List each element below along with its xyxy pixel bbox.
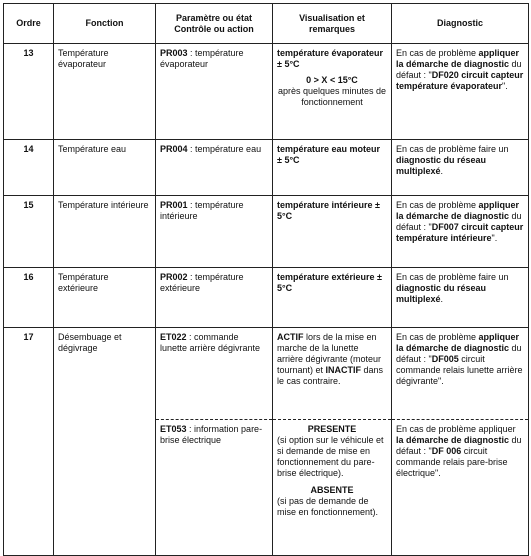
state-present: PRESENTE <box>307 424 357 434</box>
diagnostic-cell <box>392 140 529 196</box>
diag-text: En cas de problème faire un <box>396 272 509 282</box>
visu-value: température eau moteur ± 5°C <box>277 144 381 165</box>
diag-text: circuit commande relais lunette arrière dégivrante". <box>396 354 523 386</box>
diagnostic-table <box>3 3 529 556</box>
diag-text: En cas de problème <box>396 200 479 210</box>
parametre-cell <box>156 140 273 196</box>
parametre-cell <box>156 44 273 140</box>
ordre-cell: 13 <box>4 44 54 140</box>
state-active: ACTIF <box>277 332 304 342</box>
diagnostic-cell <box>392 328 529 420</box>
table-row-17a <box>4 328 529 420</box>
visu-note: après quelques minutes de fonctionnement <box>277 86 387 107</box>
visu-text: (si option sur le véhicule et si demande de mise en fonctionnement du pare-brise électrique). <box>277 435 384 478</box>
diag-action: diagnostic du réseau multiplexé <box>396 283 487 304</box>
diag-fault-code: DF007 circuit capteur température intérieure <box>396 222 524 243</box>
diagnostic-cell <box>392 268 529 328</box>
table-row-14 <box>4 140 529 196</box>
ordre-cell: 15 <box>4 196 54 268</box>
param-code: PR003 <box>160 48 188 58</box>
diag-text: du défaut : " <box>396 343 522 364</box>
state-inactive: INACTIF <box>325 365 362 375</box>
table-row-13 <box>4 44 529 140</box>
diag-fault-code: DF 006 <box>431 446 462 456</box>
visu-text: (si pas de demande de mise en fonctionnement). <box>277 496 379 517</box>
visu-text: lors de la mise en marche de la lunette arrière dégivrante (moteur tournant) et <box>277 332 382 375</box>
parametre-cell <box>156 420 273 556</box>
visu-text: dans le cas contraire. <box>277 365 384 386</box>
diag-fault-code: DF005 <box>431 354 459 364</box>
ordre-cell: 17 <box>4 328 54 556</box>
diag-text: du défaut : " <box>396 59 522 80</box>
diagnostic-cell <box>392 420 529 556</box>
diagnostic-cell <box>392 44 529 140</box>
visu-value: température extérieure ± 5°C <box>277 272 382 293</box>
fonction-cell: Désembuage et dégivrage <box>54 328 156 556</box>
param-text: : température extérieure <box>160 272 244 293</box>
header-ordre: Ordre <box>4 4 54 44</box>
diag-action: appliquer la démarche de diagnostic <box>396 200 520 221</box>
param-code: PR004 <box>160 144 188 154</box>
header-parametre: Paramètre ou état Contrôle ou action <box>156 4 273 44</box>
diag-text: circuit commande relais pare-brise électrique". <box>396 446 508 478</box>
param-text: : température évaporateur <box>160 48 244 69</box>
diag-text: ". <box>491 233 498 243</box>
diag-text: . <box>440 166 444 176</box>
diag-text: En cas de problème <box>396 48 479 58</box>
visualisation-cell <box>273 196 392 268</box>
param-code: PR001 <box>160 200 188 210</box>
visu-range: 0 > X < 15°C <box>306 75 358 85</box>
param-code: PR002 <box>160 272 188 282</box>
state-absent: ABSENTE <box>310 485 354 495</box>
diag-text: du défaut : " <box>396 211 522 232</box>
header-fonction: Fonction <box>54 4 156 44</box>
table-row-15 <box>4 196 529 268</box>
diag-action: appliquer la démarche de diagnostic <box>396 48 520 69</box>
param-text: : information pare-brise électrique <box>160 424 263 445</box>
header-visualisation: Visualisation et remarques <box>273 4 392 44</box>
diag-action: appliquer la démarche de diagnostic <box>396 332 520 353</box>
visu-value: température intérieure ± 5°C <box>277 200 380 221</box>
diag-text: En cas de problème appliquer <box>396 424 516 434</box>
table-row-16 <box>4 268 529 328</box>
visu-value: température évaporateur ± 5°C <box>277 48 384 69</box>
diagnostic-cell <box>392 196 529 268</box>
diag-text: ". <box>502 81 508 91</box>
diag-action: diagnostic du réseau multiplexé <box>396 155 487 176</box>
fonction-cell: Température eau <box>54 140 156 196</box>
visualisation-cell <box>273 268 392 328</box>
diag-text: En cas de problème <box>396 332 479 342</box>
diag-action: la démarche de diagnostic <box>396 435 510 445</box>
visualisation-cell <box>273 140 392 196</box>
table-header-row <box>4 4 529 44</box>
ordre-cell: 14 <box>4 140 54 196</box>
diag-text: . <box>440 294 444 304</box>
visualisation-cell <box>273 420 392 556</box>
fonction-cell: Température évaporateur <box>54 44 156 140</box>
ordre-cell: 16 <box>4 268 54 328</box>
diag-text: du défaut : " <box>396 435 522 456</box>
fonction-cell: Température extérieure <box>54 268 156 328</box>
fonction-cell: Température intérieure <box>54 196 156 268</box>
parametre-cell <box>156 328 273 420</box>
param-text: : commande lunette arrière dégivrante <box>160 332 261 353</box>
parametre-cell <box>156 196 273 268</box>
visualisation-cell <box>273 328 392 420</box>
diag-text: En cas de problème faire un <box>396 144 509 154</box>
visualisation-cell <box>273 44 392 140</box>
param-text: : température eau <box>187 144 262 154</box>
param-text: : température intérieure <box>160 200 244 221</box>
header-diagnostic: Diagnostic <box>392 4 529 44</box>
diag-fault-code: DF020 circuit capteur température évaporateur <box>396 70 524 91</box>
param-code: ET022 <box>160 332 187 342</box>
parametre-cell <box>156 268 273 328</box>
param-code: ET053 <box>160 424 187 434</box>
